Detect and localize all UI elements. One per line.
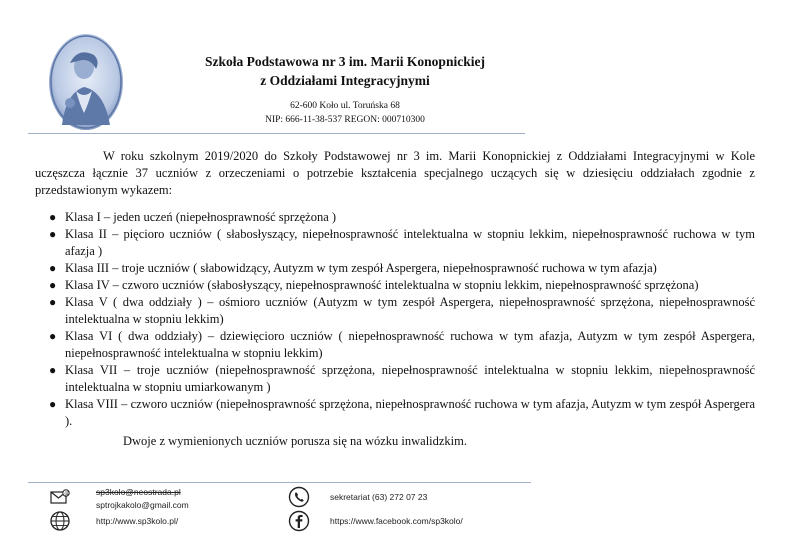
list-item: ● Klasa II – pięcioro uczniów ( słabosłyszący, niepełnosprawność intelektualna w stopniu lekkim, niepełnosprawność ruchowa w tym afazja ) (49, 227, 755, 258)
email-link[interactable]: sptrojkakolo@gmail.com (96, 500, 189, 510)
school-address: 62-600 Koło ul. Toruńska 68 (290, 101, 400, 111)
facebook-icon (288, 510, 310, 532)
list-item: ● Klasa VI ( dwa oddziały) – dziewięcioro uczniów ( niepełnosprawność ruchowa w tym afazja, Autyzm w tym zespół Aspergera, niepełnosprawność intelektualna w stopniu lekkim) (49, 329, 755, 360)
school-name-line-2: z Oddziałami Integracyjnymi (260, 73, 430, 88)
list-item: ● Klasa III – troje uczniów ( słabowidzący, Autyzm w tym zespół Aspergera, niepełnosprawność ruchowa w tym afazja) (49, 261, 657, 275)
globe-icon (49, 510, 71, 532)
svg-text:@: @ (64, 491, 70, 497)
intro-paragraph: W roku szkolnym 2019/2020 do Szkoły Podstawowej nr 3 im. Marii Konopnickiej z Oddziałami Integracyjnymi w Kole uczęszcza łącznie 37 uczniów z orzeczeniami o potrzebie kształcenia specjalnego uczących się w dziesięciu oddziałach zgodnie z przedstawionym wykazem: (35, 149, 755, 197)
facebook-link[interactable]: https://www.facebook.com/sp3kolo/ (330, 516, 463, 526)
header-divider (28, 133, 525, 134)
bullet-icon: ● (49, 278, 57, 292)
closing-sentence: Dwoje z wymienionych uczniów porusza się na wózku inwalidzkim. (123, 434, 468, 448)
email-old-link[interactable]: sp3kolo@neostrada.pl (96, 487, 181, 497)
class-list (35, 209, 755, 430)
school-tax-ids: NIP: 666-11-38-537 REGON: 000710300 (265, 115, 425, 125)
school-name-line-1: Szkoła Podstawowa nr 3 im. Marii Konopnickiej (205, 54, 485, 69)
bullet-icon: ● (49, 261, 57, 275)
bullet-icon: ● (49, 363, 57, 377)
document-body (35, 148, 755, 450)
bullet-icon: ● (49, 397, 57, 411)
list-item: ● Klasa IV – czworo uczniów (słabosłyszący, niepełnosprawność intelektualna w stopniu lekkim, niepełnosprawność sprzężona) (49, 278, 699, 292)
phone-icon (288, 486, 310, 508)
school-address-block (150, 99, 540, 127)
email-icon (49, 487, 71, 509)
bullet-icon: ● (49, 227, 57, 241)
konopnicka-portrait-logo (48, 33, 124, 131)
list-item: ● Klasa VIII – czworo uczniów (niepełnosprawność sprzężona, niepełnosprawność ruchowa w tym afazja, Autyzm w tym zespół Aspergera ). (49, 397, 755, 428)
school-name (150, 52, 540, 90)
list-item: ● Klasa V ( dwa oddziały ) – ośmioro uczniów (Autyzm w tym zespół Aspergera, niepełnosprawność sprzężona, niepełnosprawność intelektualna w stopniu lekkim) (49, 295, 755, 326)
bullet-icon: ● (49, 210, 57, 224)
website-link[interactable]: http://www.sp3kolo.pl/ (96, 516, 179, 526)
phone-number: sekretariat (63) 272 07 23 (330, 492, 428, 502)
footer-divider (28, 482, 531, 483)
list-item: ● Klasa I – jeden uczeń (niepełnosprawność sprzężona ) (49, 210, 337, 224)
bullet-icon: ● (49, 295, 57, 309)
list-item: ● Klasa VII – troje uczniów (niepełnosprawność sprzężona, niepełnosprawność intelektualna w stopniu lekkim, niepełnosprawność intelektualna w stopniu umiarkowanym ) (49, 363, 755, 394)
bullet-icon: ● (49, 329, 57, 343)
